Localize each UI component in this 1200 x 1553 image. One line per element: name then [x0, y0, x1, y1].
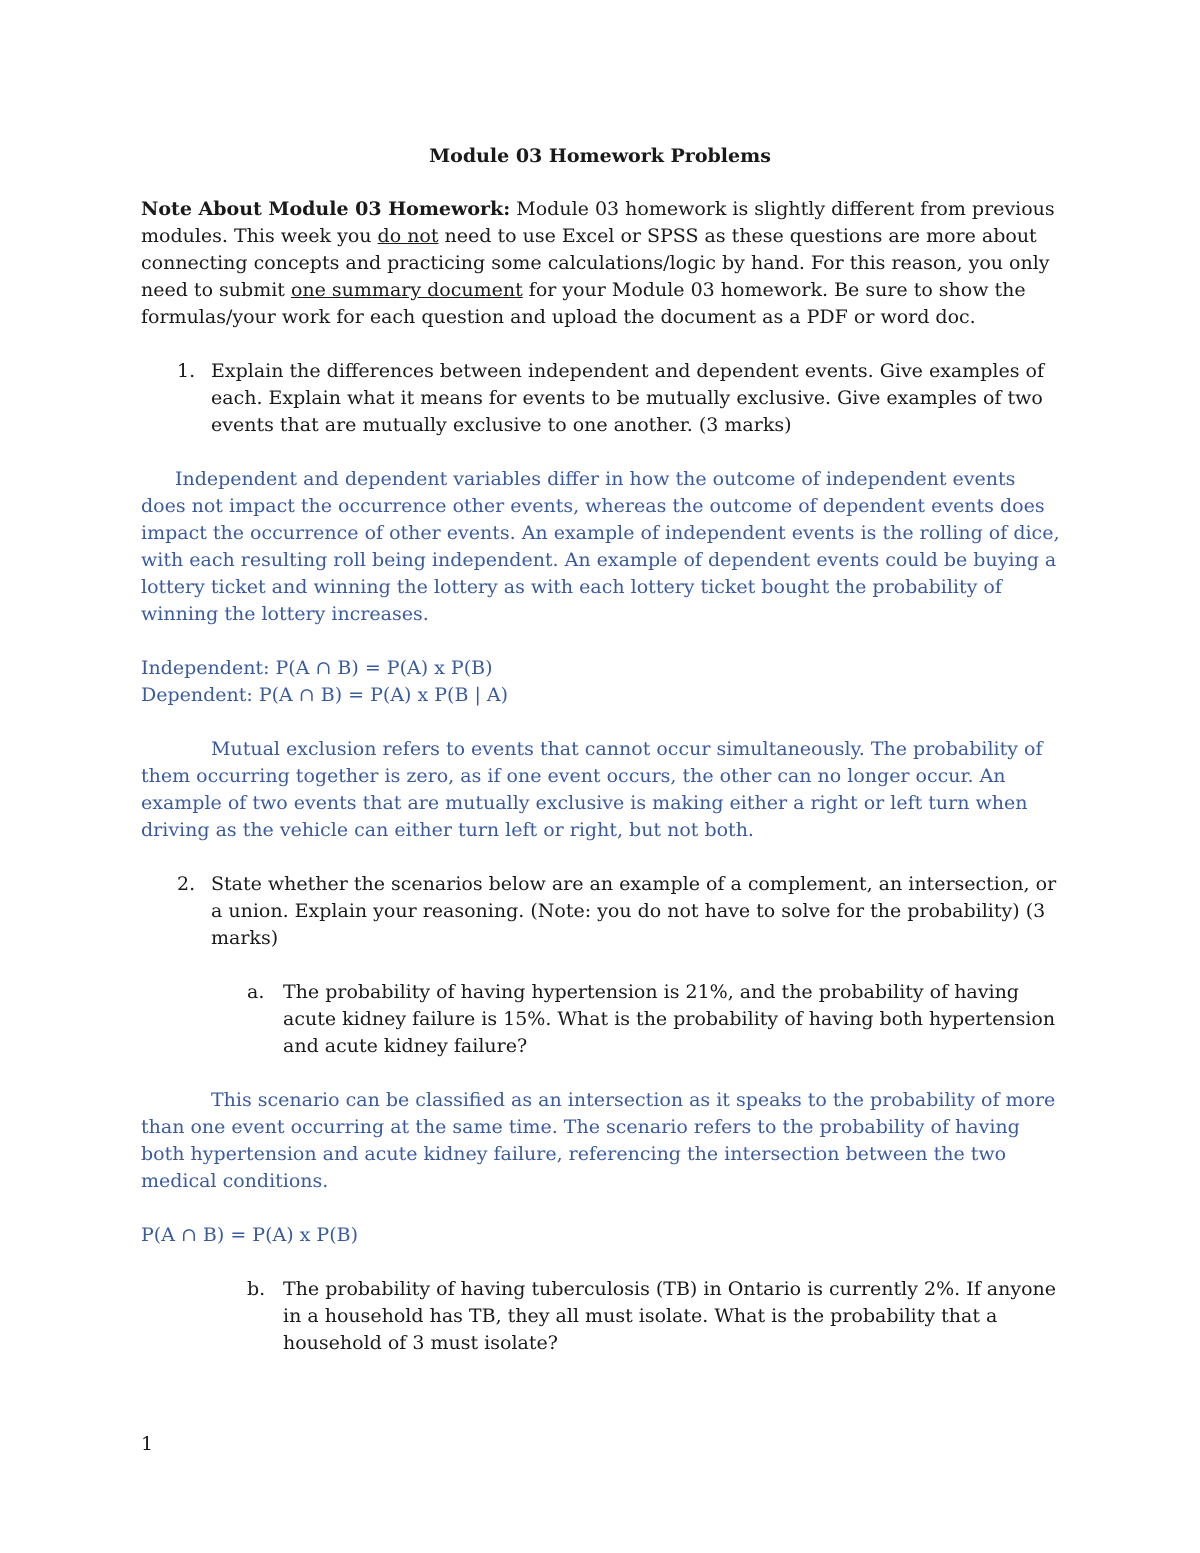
page-number: 1: [141, 1433, 154, 1455]
question-1: [141, 358, 1061, 439]
question-2a: [141, 979, 1061, 1060]
note-paragraph: [141, 196, 1061, 331]
note-underline-1: do not: [377, 225, 439, 247]
question-1-answer-2: Mutual exclusion refers to events that cannot occur simultaneously. The probability of them occurring together is zero, as if one event occurs, the other can no longer occur. An example of two events that are mutually exclusive is making either a right or left turn when driving as the vehicle can either turn left or right, but not both.: [141, 738, 1043, 841]
document-body: [141, 196, 1061, 1357]
question-2b: [141, 1276, 1061, 1357]
question-2b-letter: b.: [247, 1278, 266, 1300]
question-1-answer-1: Independent and dependent variables differ in how the outcome of independent events does not impact the occurrence other events, whereas the outcome of dependent events does impact the occurrence of other events. An example of independent events is the rolling of dice, with each resulting roll being independent. An example of dependent events could be buying a lottery ticket and winning the lottery as with each lottery ticket bought the probability of winning the lottery increases.: [141, 468, 1060, 625]
question-2-text: State whether the scenarios below are an example of a complement, an intersection, or a union. Explain your reasoning. (Note: you do not have to solve for the probability) (3 marks): [211, 873, 1057, 949]
question-2a-formula: P(A ∩ B) = P(A) x P(B): [141, 1224, 358, 1246]
note-text-3: for your Module 03 homework. Be sure to show the formulas/your work for each question and upload the document as a PDF or word doc.: [141, 279, 1026, 328]
note-text-2: need to use Excel or SPSS as these questions are more about connecting concepts and practicing some calculations/logic by hand. For this reason, you only need to submit: [141, 225, 1050, 301]
note-text-1: Module 03 homework is slightly different from previous modules. This week you: [141, 198, 1055, 247]
question-1-number: 1.: [177, 360, 196, 382]
question-2-number: 2.: [177, 873, 196, 895]
formula-independent: Independent: P(A ∩ B) = P(A) x P(B): [141, 657, 493, 679]
question-2a-text: The probability of having hypertension is 21%, and the probability of having acute kidney failure is 15%. What is the probability of having both hypertension and acute kidney failure?: [283, 981, 1056, 1057]
question-2: [141, 871, 1061, 952]
page-title: Module 03 Homework Problems: [429, 145, 771, 167]
note-underline-2: one summary document: [290, 279, 523, 301]
formula-dependent: Dependent: P(A ∩ B) = P(A) x P(B | A): [141, 684, 509, 706]
note-label: Note About Module 03 Homework:: [141, 198, 511, 220]
question-2b-text: The probability of having tuberculosis (TB) in Ontario is currently 2%. If anyone in a household has TB, they all must isolate. What is the probability that a household of 3 must isolate?: [283, 1278, 1057, 1354]
question-2a-letter: a.: [247, 981, 265, 1003]
question-1-text: Explain the differences between independent and dependent events. Give examples of each. Explain what it means for events to be mutually exclusive. Give examples of two events that are mutually exclusive to one another. (3 marks): [211, 360, 1045, 436]
question-2a-answer: This scenario can be classified as an intersection as it speaks to the probability of more than one event occurring at the same time. The scenario refers to the probability of having both hypertension and acute kidney failure, referencing the intersection between the two medical conditions.: [141, 1089, 1056, 1192]
